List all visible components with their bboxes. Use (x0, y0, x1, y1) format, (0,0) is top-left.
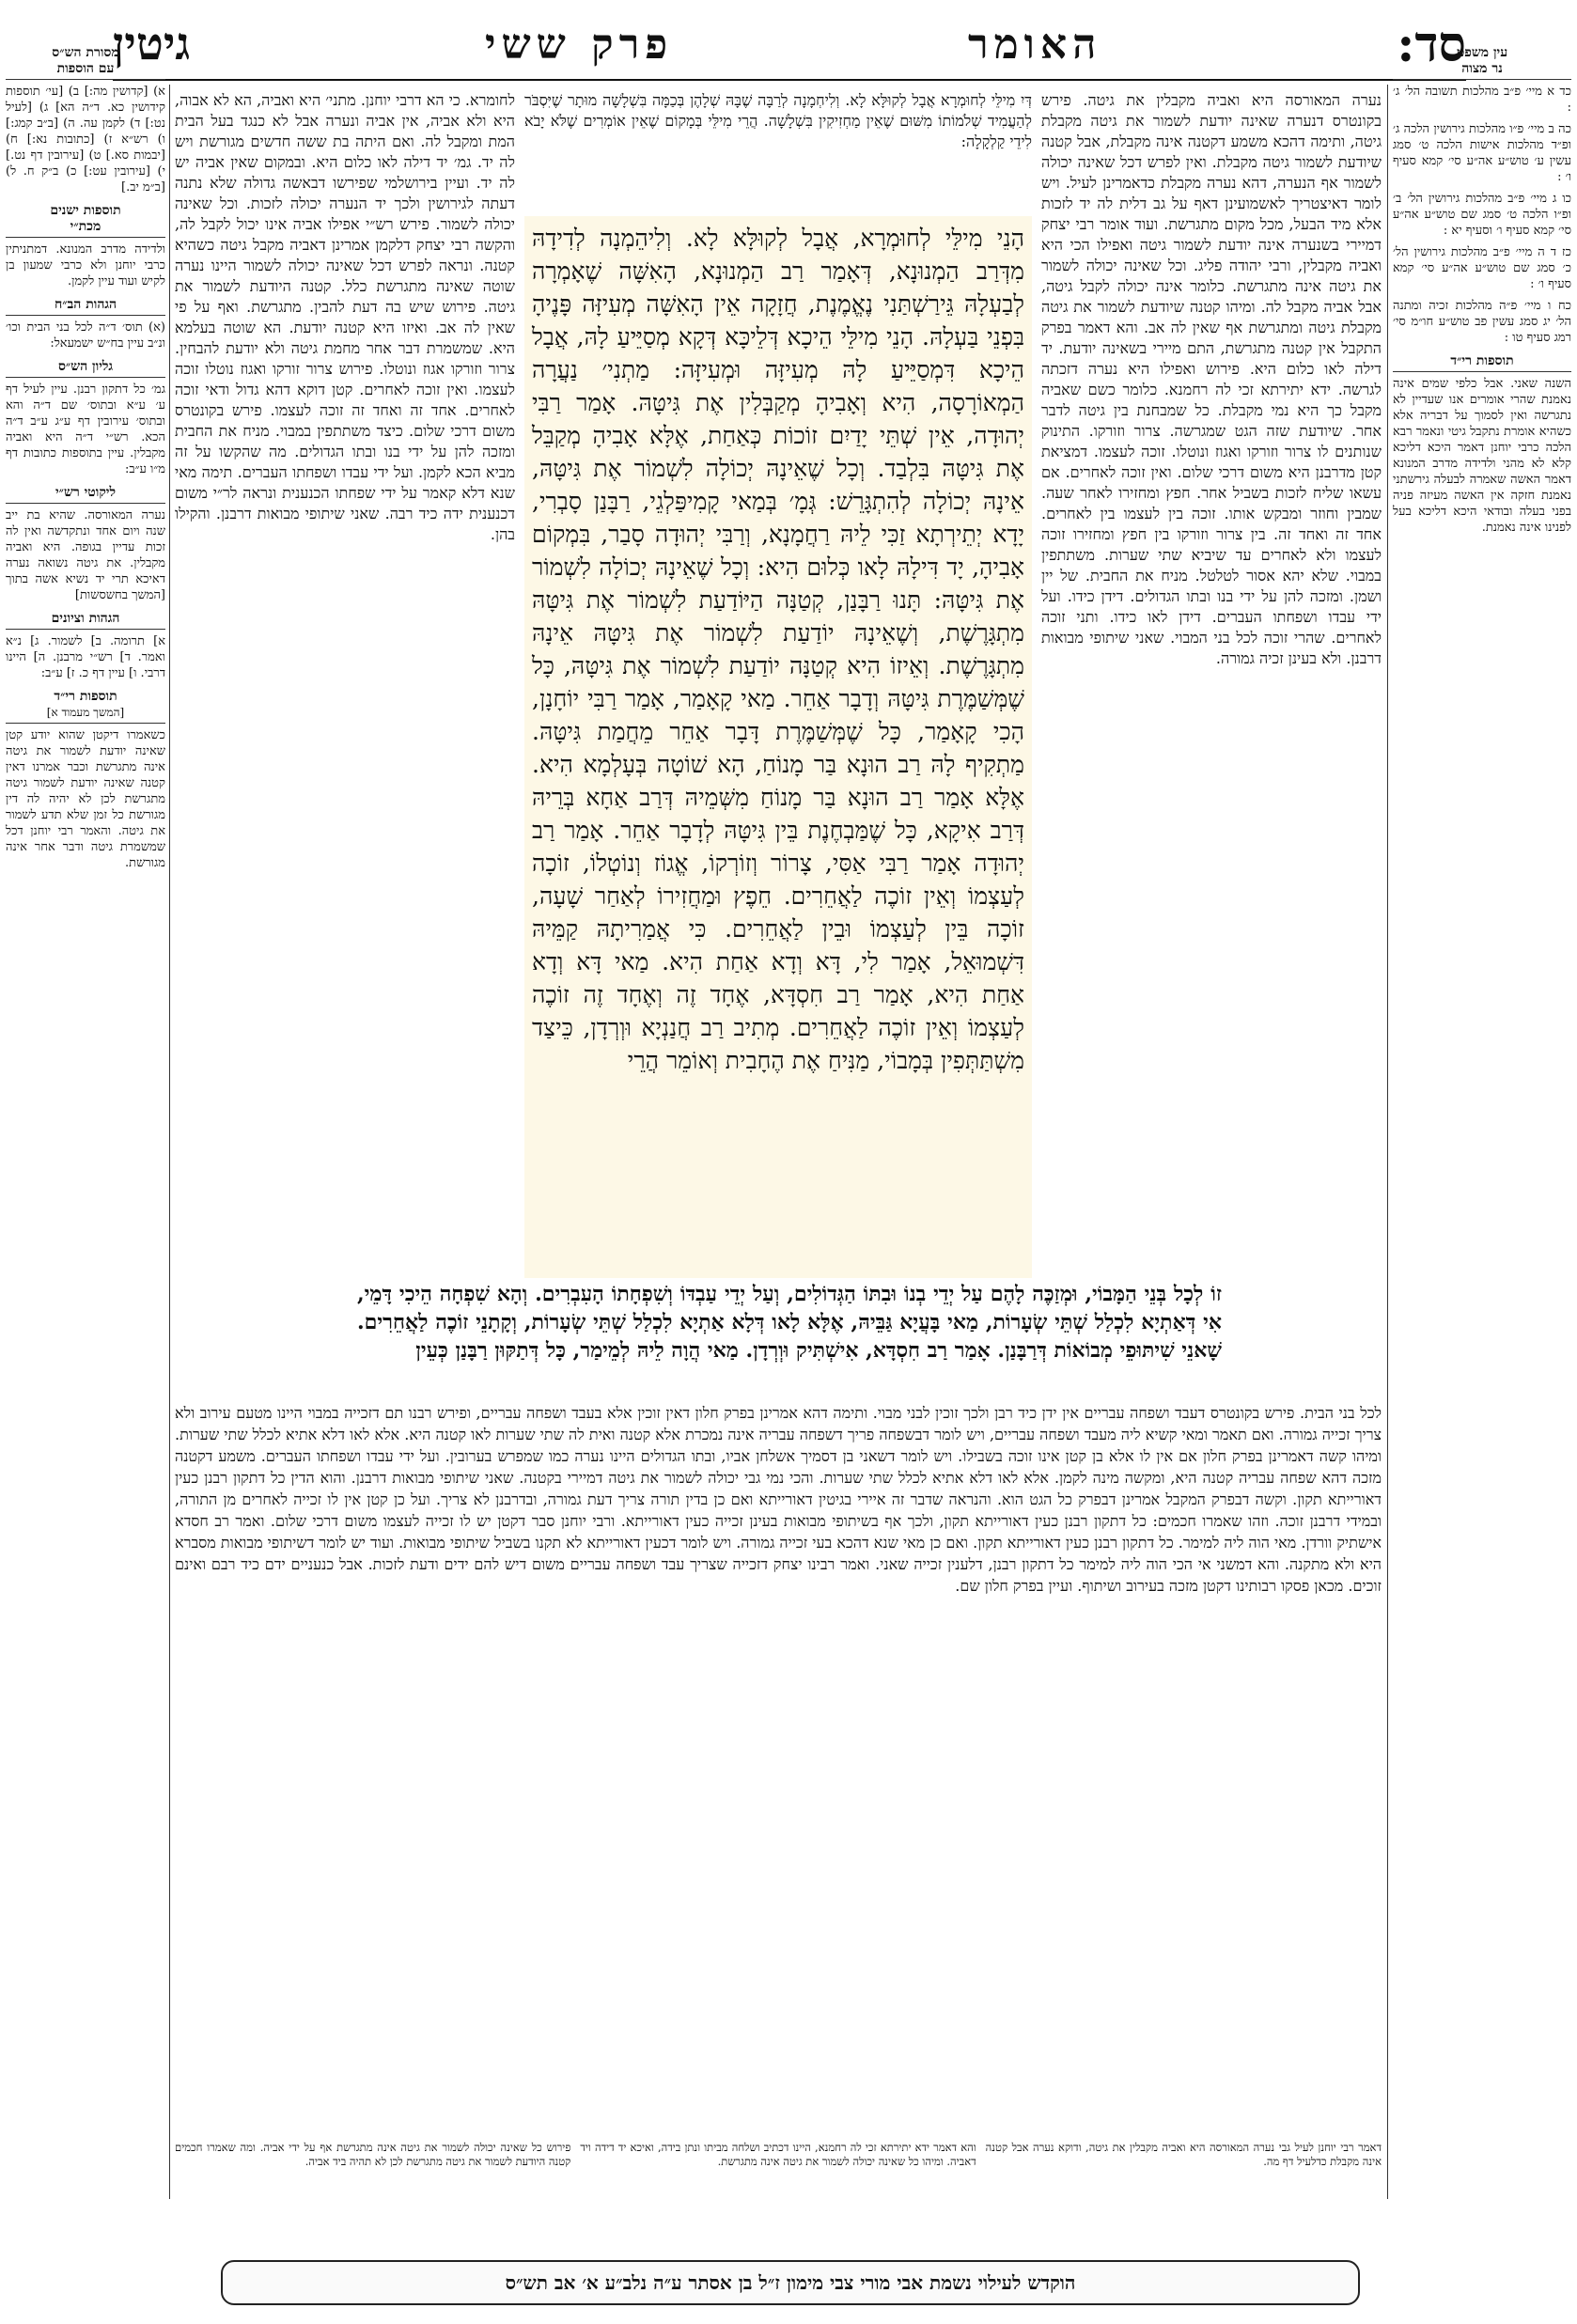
ein-mishpat-entry: כח ו מיי׳ פ״ה מהלכות זכיה ומתנה הל׳ יג סמג עשין פב טוש״ע חו״מ סי׳ רמג סעיף טו : (1393, 299, 1571, 345)
gemara-continuation: זוֹ לְכָל בְּנֵי הַמָּבוֹי, וּמְזַכֶּה לָהֶם עַל יְדֵי בְנוֹ וּבִתּוֹ הַגְּדוֹלִים, וְעַל יְדֵי עַבְדּוֹ וְשִׁפְחָתוֹ הָעִבְרִים. וְהָא שִׁפְחָה הֵיכִי דָּמֵי, אִי דְּאַתְיָא לִכְלַל שְׁתֵּי שְׂעָרוֹת, מַאי בָּעֲיָא גַּבֵּיהּ, אֶלָּא לָאו דְּלָא אַתְיָא לִכְלַל שְׁתֵּי שְׂעָרוֹת, וְקָתָנֵי זוֹכֶה לַאֲחֵרִים. שָׁאנֵי שִׁיתּוּפֵי מְבוֹאוֹת דְּרַבָּנַן. אָמַר רַב חִסְדָּא, אִישְׁתִּיק וּוְרְדָן. מַאי הֲוָה לֵיהּ לְמֵימַר, כָּל דְּתַקּוּן רַבָּנַן כְּעֵין (357, 1282, 1222, 1363)
masoret-title: מסורת הש״ס עם הוספות (6, 45, 165, 80)
column-rule (169, 85, 170, 2199)
lower-notes (175, 2141, 1382, 2235)
tosafot-rid-text: השנה שאני. אבל כלפי שמים אינה נאמנת שהרי אומרים אנו שעדיין לא נתגרשה ואין לסמוך על דבריה אלא כשהיא אומרת נתקבל גיטי ונאמר רבא הלכה כרבי יוחנן דאמר היכא דליכא קלא לא מהני ולדידה מדרב המנונא דאמר האשה שאמרה לבעלה גירשתני נאמנת חזקה אין האשה מעיזה פניה בפני בעלה ובודאי היכא דליכא בעל לפנינו אינה נאמנת. (1393, 377, 1571, 535)
ein-mishpat-entry: כד א מיי׳ פ״ב מהלכות תשובה הל׳ ג׳ : (1393, 85, 1571, 115)
lower-note: פירוש כל שאינה יכולה לשמור את גיטה אינה מתגרשת אף על ידי אביה. ומה שאמרו חכמים קטנה היודעת לשמור את גיטה מתגרשת לכן לא תהיה ביד אביה. (175, 2141, 571, 2168)
lower-note: דאמר רבי יוחנן לעיל גבי נערה המאורסה היא ואביה מקבלין את גיטה, ודוקא נערה אבל קטנה אינה מקבלת כדלעיל דף מה. (985, 2141, 1382, 2168)
likutei-rashi-title: ליקוטי רש״י (6, 485, 165, 504)
left-margin-column (6, 38, 165, 2227)
hagahot-bach-title: הגהות הב״ח (6, 297, 165, 316)
dedication-box: הוקדש לעילוי נשמת אבי מורי צבי מימון ז״ל בן אסתר ע״ה נלב״ע א׳ אב תש״ס (221, 2260, 1360, 2305)
ein-mishpat-column (1393, 38, 1571, 2227)
hagahot-bach-text: (א) תוס׳ ד״ה לכל בני הבית וכו׳ ונ״ב עיין בח״ש ישמעאל: (6, 320, 165, 351)
chapter-word1: האומר (967, 20, 1102, 69)
gemara-top-text: דְּיִ מִילֵּי לְחוּמְרָא אֲבָל לְקוּלָּא לָא. וְלִיחְמָנָה לְרַבָּה שֶׁבָּהּ שְׁלָהֶן בְּכַמָּה בִּשְׁלָשָׁה מוּתָר שֶׁיִּסְבֹּר לְהַעֲמִיד שְׁלֹמוֹתוֹ מִשּׁוּם שֶׁאֵין מַחְזִיקִין בִּשְׁלָשָׁה. הֲרֵי מִילֵּי בְּמָקוֹם שֶׁאֵין אוֹמְרִים שֶׁלֹּא יָבֹא לִידֵי קַלְקָלָה: (524, 91, 1032, 150)
masoret-text: א) [קדושין מה:] ב) [עי׳ תוספות קידושין כא. ד״ה הא] ג) [לעיל נט:] ד) לקמן עה. ה) [ב״ב קמג:] ו) רש״א ז) [כתובות נא:] ח) [יבמות סא.] ט) [עירובין דף נט.] י) [עירובין עט:] כ) ב״ק ח. ל) [ב״מ יב.] (6, 85, 165, 195)
column-rule (1387, 85, 1388, 2199)
ein-mishpat-entry: כו ג מיי׳ פ״ב מהלכות גירושין הל׳ ב׳ ופ״ו הלכה ט׳ סמג שם טוש״ע אה״ע סי׳ קמא סעיף ו׳ וסעיף יא : (1393, 192, 1571, 238)
ein-mishpat-entry: כז ד ה מיי׳ פ״ב מהלכות גירושין הל׳ כ׳ סמג שם טוש״ע אה״ע סי׳ קמא סעיף ו׳ : (1393, 245, 1571, 291)
gemara-main-text: הָנֵי מִילֵּי לְחוּמְרָא, אֲבָל לְקוּלָּא לָא. וְלִיהֵמְנָה לְדִידָהּ מִדְּרַב הַמְנוּנָא, דְּאָמַר רַב הַמְנוּנָא, הָאִשָּׁה שֶׁאָמְרָה לְבַעְלָהּ גֵּירַשְׁתַּנִי נֶאֱמֶנֶת, חֲזָקָה אֵין הָאִשָּׁה מְעִיזָּה פָּנֶיהָ בִּפְנֵי בַּעְלָהּ. הָנֵי מִילֵּי הֵיכָא דְּלֵיכָּא דְּקָא מְסַיֵּיעַ לָהּ, אֲבָל הֵיכָא דִּמְסַיֵּיעַ לָהּ מְעִיזָּה וּמְעִיזָּה: מַתְנִי׳ נַעֲרָה הַמְאוֹרָסָה, הִיא וְאָבִיהָ מְקַבְּלִין אֶת גִּיטָּהּ. אָמַר רַבִּי יְהוּדָה, אֵין שְׁתֵּי יָדַיִם זוֹכוֹת כְּאַחַת, אֶלָּא אָבִיהָ מְקַבֵּל אֶת גִּיטָּהּ בִּלְבַד. וְכָל שֶׁאֵינָהּ יְכוֹלָה לִשְׁמוֹר אֶת גִּיטָּהּ, אֵינָהּ יְכוֹלָה לְהִתְגָּרֵשׁ: גְּמָ׳ בְּמַאי קָמִיפַּלְגֵי, רַבָּנַן סָבְרִי, יָדָא יְתֵירְתָא זַכִּי לֵיהּ רַחֲמָנָא, וְרַבִּי יְהוּדָה סָבַר, בִּמְקוֹם אָבִיהָ, יָד דִּילָהּ לָאו כְּלוּם הִיא: וְכָל שֶׁאֵינָהּ יְכוֹלָה לִשְׁמוֹר אֶת גִּיטָּהּ: תָּנוּ רַבָּנַן, קְטַנָּה הַיּוֹדַעַת לִשְׁמוֹר אֶת גִּיטָּהּ מִתְגָּרֶשֶׁת, וְשֶׁאֵינָהּ יוֹדַעַת לִשְׁמוֹר אֶת גִּיטָּהּ אֵינָהּ מִתְגָּרֶשֶׁת. וְאֵיזוֹ הִיא קְטַנָּה יוֹדַעַת לִשְׁמוֹר אֶת גִּיטָּהּ, כָּל שֶׁמְּשַׁמֶּרֶת גִּיטָּהּ וְדָבָר אַחֵר. מַאי קָאָמַר, אָמַר רַבִּי יוֹחָנָן, הָכִי קָאָמַר, כָּל שֶׁמְּשַׁמֶּרֶת דָּבָר אַחֵר מֵחֲמַת גִּיטָּהּ. מַתְקִיף לָהּ רַב הוּנָא בַּר מָנוֹחַ, הָא שׁוֹטָה בְּעָלְמָא הִיא. אֶלָּא אָמַר רַב הוּנָא בַּר מָנוֹחַ מִשְּׁמֵיהּ דְּרַב אַחָא בְּרֵיהּ דְּרַב אִיקָא, כָּל שֶׁמַּבְחֶנֶת בֵּין גִּיטָּהּ לְדָבָר אַחֵר. אָמַר רַב יְהוּדָה אָמַר רַבִּי אַסִּי, צָרוֹר וְזוֹרְקוֹ, אֱגוֹז וְנוֹטְלוֹ, זוֹכָה לְעַצְמוֹ וְאֵין זוֹכֶה לַאֲחֵרִים. חֵפֶץ וּמַחֲזִירוֹ לְאַחַר שָׁעָה, זוֹכָה בֵּין לְעַצְמוֹ וּבֵין לַאֲחֵרִים. כִּי אֲמַרִיתָהּ קַמֵּיהּ דִּשְׁמוּאֵל, אָמַר לִי, דָּא וְדָא אַחַת הִיא. מַאי דָּא וְדָא אַחַת הִיא, אָמַר רַב חִסְדָּא, אֶחָד זֶה וְאֶחָד זֶה זוֹכֶה לְעַצְמוֹ וְאֵין זוֹכֶה לַאֲחֵרִים. מְתִיב רַב חֲנַנְיָא וּוְרְדָן, כֵּיצַד מִשְׁתַּתְּפִין בְּמָבוֹי, מַנִּיחַ אֶת הֶחָבִית וְאוֹמֵר הֲרֵי (524, 216, 1032, 1278)
folio-number: סד: (1397, 15, 1466, 73)
lower-note: והא דאמר ידא יתירתא זכי לה רחמנא, היינו דכתיב ושלחה מביתו ונתן בידה, ואיכא יד דידה ויד דאביה. ומיהו כל שאינה יכולה לשמור את גיטה אינה מתגרשת. (580, 2141, 976, 2168)
tosafot-yeshanim-text: ולדידה מדרב המנונא. דמתניתין כרבי יוחנן ולא כרבי שמעון בן לקיש ועוד עיין לקמן. (6, 242, 165, 289)
tosafot-yeshanim-title: תוספות ישנים מכת״י (6, 203, 165, 238)
likutei-rashi-text: נערה המאורסה. שהיא בת ייב שנה ויום אחד ונתקדשה ואין לה זכות עדיין בגופה. היא ואביה מקבלין. את גיטה נשואה נערה דאיכא תרי יד נשיא אשה בתוך [המשך בחשסשות] (6, 508, 165, 602)
hagahot-tziyunim-text: א] תרומה. ב] לשמור. ג] נ״א ואמר. ד] רש״י מרבנן. ה] היינו דרבי. ו] עיין דף כ. ז] ע״ב: (6, 634, 165, 680)
tractate-name: גיטין (113, 18, 191, 70)
chapter-name: פרק ששי (484, 20, 674, 69)
tosafot-rid2-text: כשאמרו דיקטן שהוא יודע קטן שאינה יודעת לשמור את גיטה אינה מתגרשת וכבר אמרנו דאין קטנה שאינה יודעת לשמור גיטה מתגרשת לכן לא יהיה לה דין מגורשת כל זמן שלא תדע לשמור את גיטה. והאמר רבי יוחנן דכל שמשמרת גיטה ודבר אחר אינה מגורשת. (6, 728, 165, 870)
tosafot-rid2-title: תוספות רי״ד [המשך מעמוד א] (6, 689, 165, 724)
gilyon-text: גמ׳ כל דתקון רבנן. עיין לעיל דף ע׳ ע״א ובתוס׳ שם ד״ה והא ובתוס׳ עירובין דף ע״ג ע״ב ד״ה הכא. רש״י ד״ה היא ואביה מקבלין. עיין בתוספות כתובות דף מ״ו ע״ב: (6, 382, 165, 476)
ein-mishpat-title: עין משפט נר מצוה (1393, 45, 1571, 80)
bottom-tosafot: לכל בני הבית. פירש בקונטרס דעבד ושפחה עבריים אין ידן כיד רבן ולכך זוכין לבני מבוי. ותימה דהא אמרינן בפרק חלון דאין זוכין אלא בעבד ושפחה עבריים, ופירש רבנו תם דזכייה במבוי היינו מטעם עירוב ולא צריך זכייה גמורה. ואם תאמר ומאי קשיא ליה מעבד ושפחה עבריים, ויש לומר דבשפחה פריך דשפחה עבריה אינה נמכרת אלא קטנה ואית לה שתי שערות לאו קטנה היא. אלא לאו דלא אתיא לכלל שתי שערות. ומיהו קשה דאמרינן בפרק חלון אם אין לו אלא בן קטן אינו זוכה בשבילו. ויש לומר דשאני בן דסמיך אשלחן אביו, ובתו הגדולים היינו נערה כמו שמפרש בערובין. ועל ידי עבדו ושפחתו העברים. משמע דקטנה מזכה דהא שפחה עבריה קטנה היא, ומקשה מינה לקמן. אלא לאו דלא אתיא לכלל שתי שערות. והכי נמי גבי יכולה לשמור את גיטה דמיירי בקטנה. שאני שיתופי מבואות דרבנן. והוא הדין כל דתקון רבנן כעין דאורייתא תקון. וקשה דבפרק המקבל אמרינן דבפרק כל הגט הוא. והנראה שדבר זה איירי בגיטין דאורייתא ואם כן בדין תורה צריך דעת גמורה, ובדרבנן לא צריך. ועל כן קטן אין לו זכייה לאחרים מן התורה, ובמידי דרבנן זוכה. וזהו שאמרו חכמים: כל דתקון רבנן כעין דאורייתא תקון, ולכך אף בשיתופי מבואות בעינן זכייה כעין דאורייתא. ורבי יוחנן סבר דקטן יש לו זכייה לעצמו משום דרכי שלום. ואמר רב חסדא אישתיק וורדן. מאי הוה ליה למימר. כל דתקון רבנן כעין דאורייתא תקון. ואם כן מאי שנא דהכא בעי זכייה גמורה. ויש לומר דכעין דאורייתא לא תקנו בשביל שיתופי מבואות. ועוד יש לומר דשיתופי מבואות מסברא היא ולא מתקנה. והא דמשני אי הכי הוה ליה למימר כל דתקון רבנן, דלענין זכייה שאני. ואמר רבינו יצחק דזכייה שצריך עבד ושפחה עבריים משום דיש להם ידים ודעת לזכות. אבל כנעניים ידם כיד רבם ואינם זוכים. מכאן פסקו רבותינו דקטן מזכה בעירוב ושיתוף. ועיין בפרק חלון שם. (175, 1404, 1382, 1595)
gilyon-title: גליון הש״ס (6, 359, 165, 378)
rashi-commentary: נערה המאורסה היא ואביה מקבלין את גיטה. פירש בקונטרס דנערה שאינה יודעת לשמור את גיטה מקבלת גיטה, ותימה דהכא משמע דקטנה אינה מקבלת, אבל קטנה שיודעת לשמור גיטה מקבלת. ואין לפרש דכל שאינה יכולה לשמור אף הנערה, דהא נערה מקבלת כדאמרינן לעיל. ויש לומר דאיצטריך לאשמועינן דאף על גב דלית לה יד לזכות אלא מיד הבעל, מכל מקום מתגרשת. ועוד אומר רבי יצחק דמיירי בשנערה אינה יודעת לשמור גיטה ואפילו הכי היא ואביה מקבלין, ורבי יהודה פליג. וכל שאינה יכולה לשמור את גיטה אינה מתגרשת. כלומר אינה יכולה לקבל גיטה, אבל אביה מקבל לה. ומיהו קטנה שיודעת לשמור את גיטה מקבלת גיטה ומתגרשת אף שאין לה אב. והא דאמר בפרק התקבל אין קטנה מתגרשת, התם מיירי בשאינה יודעת. יד דילה לאו כלום היא. פירוש ואפילו היא נערה דזכתה לגרשה. ידא יתירתא זכי לה רחמנא. כלומר כשם שאביה מקבל כך היא נמי מקבלת. כל שמבחנת בין גיטה לדבר אחר. שיודעת שזה הגט שמגרשה. צרור וזורקו. התינוק שנותנים לו צרור וזורקו ואגוז ונוטלו. זוכה לעצמו. דמציאת קטן מדרבנן היא משום דרכי שלום. ואין זוכה לאחרים. אם עשאו שליח לזכות בשביל אחר. חפץ ומחזירו לאחר שעה. שמבין וחוזר ומבקש אותו. זוכה בין לעצמו בין לאחרים. אחד זה ואחד זה. בין צרור וזורקו בין חפץ ומחזירו זוכה לעצמו ולא לאחרים עד שיביא שתי שערות. משתתפין במבוי. שלא יהא אסור לטלטל. מניח את החבית. של יין ושמן. ומזכה להן על ידי בנו ובתו הגדולים. דידן כידו. ועל ידי עבדו ושפחתו העברים. דידן לאו כידו. ותני זוכה לאחרים. שהרי זוכה לכל בני המבוי. שאני שיתופי מבואות דרבנן. ולא בעינן זכיה גמורה. (1041, 91, 1382, 667)
tosafot-commentary: לחומרא. כי הא דרבי יוחנן. מתני׳ היא ואביה, הא לא אבוה, היא ולא אביה, אין אביה ונערה אבל לא כנגד בעל הבית המת ומקבל לה. ואם היתה בת ששה חדשים מגורשת ויש לה יד. גמ׳ יד דילה לאו כלום היא. ובמקום שאין אביה יש לה יד. ועיין בירושלמי שפירשו דבאשה גדולה שלא נתנה דעתה לגירושין ולכך יד הנערה יכולה לזכות. וכל שאינה יכולה לשמור. פירש רש״י אפילו אביה אינו יכול לקבל לה, והקשה רבי יצחק דלקמן אמרינן דאביה מקבל גיטה כשהיא קטנה. ונראה לפרש דכל שאינה יכולה לשמור היינו נערה שוטה שאינה מתגרשת כלל. קטנה היודעת לשמור את גיטה. פירוש שיש בה דעת להבין. מתגרשת. ואף על פי שאין לה אב. ואיזו היא קטנה יודעת. הא שוטה בעלמא היא. שמשמרת דבר אחר מחמת גיטה ולא יודעת להבחין. צרור וזורקו אגוז ונוטלו. פירוש צרור זורקו ואגוז נוטלו זוכה לעצמו. ואין זוכה לאחרים. קטן דוקא דהא גדול ודאי זוכה לאחרים. אחד זה ואחד זה זוכה לעצמו. פירש בקונטרס משום דרכי שלום. כיצד משתתפין במבוי. מניח את החבית ומזכה להן על ידי בנו ובתו הגדולים. מה שהקשו על זה מביא הכא לקמן. ועל ידי עבדו ושפחתו העברים. תימה מאי שנא דלא קאמר על ידי שפחתו הכנענית ונראה לר״י משום דכנענית ידה כיד רבה. שאני שיתופי מבואות דרבנן. והקילו בהן. (175, 91, 515, 543)
page-header (113, 11, 1466, 77)
ein-mishpat-entry: כה ב מיי׳ פ״ו מהלכות גירושין הלכה ג׳ ופ״ד מהלכות אישות הלכה ט׳ סמג עשין ע׳ טוש״ע אה״ע סי׳ קמא סעיף ו׳ : (1393, 122, 1571, 184)
tosafot-rid-title: תוספות רי״ד (1393, 353, 1571, 372)
header-divider (113, 79, 1466, 81)
hagahot-tziyunim-title: הגהות וציונים (6, 611, 165, 630)
